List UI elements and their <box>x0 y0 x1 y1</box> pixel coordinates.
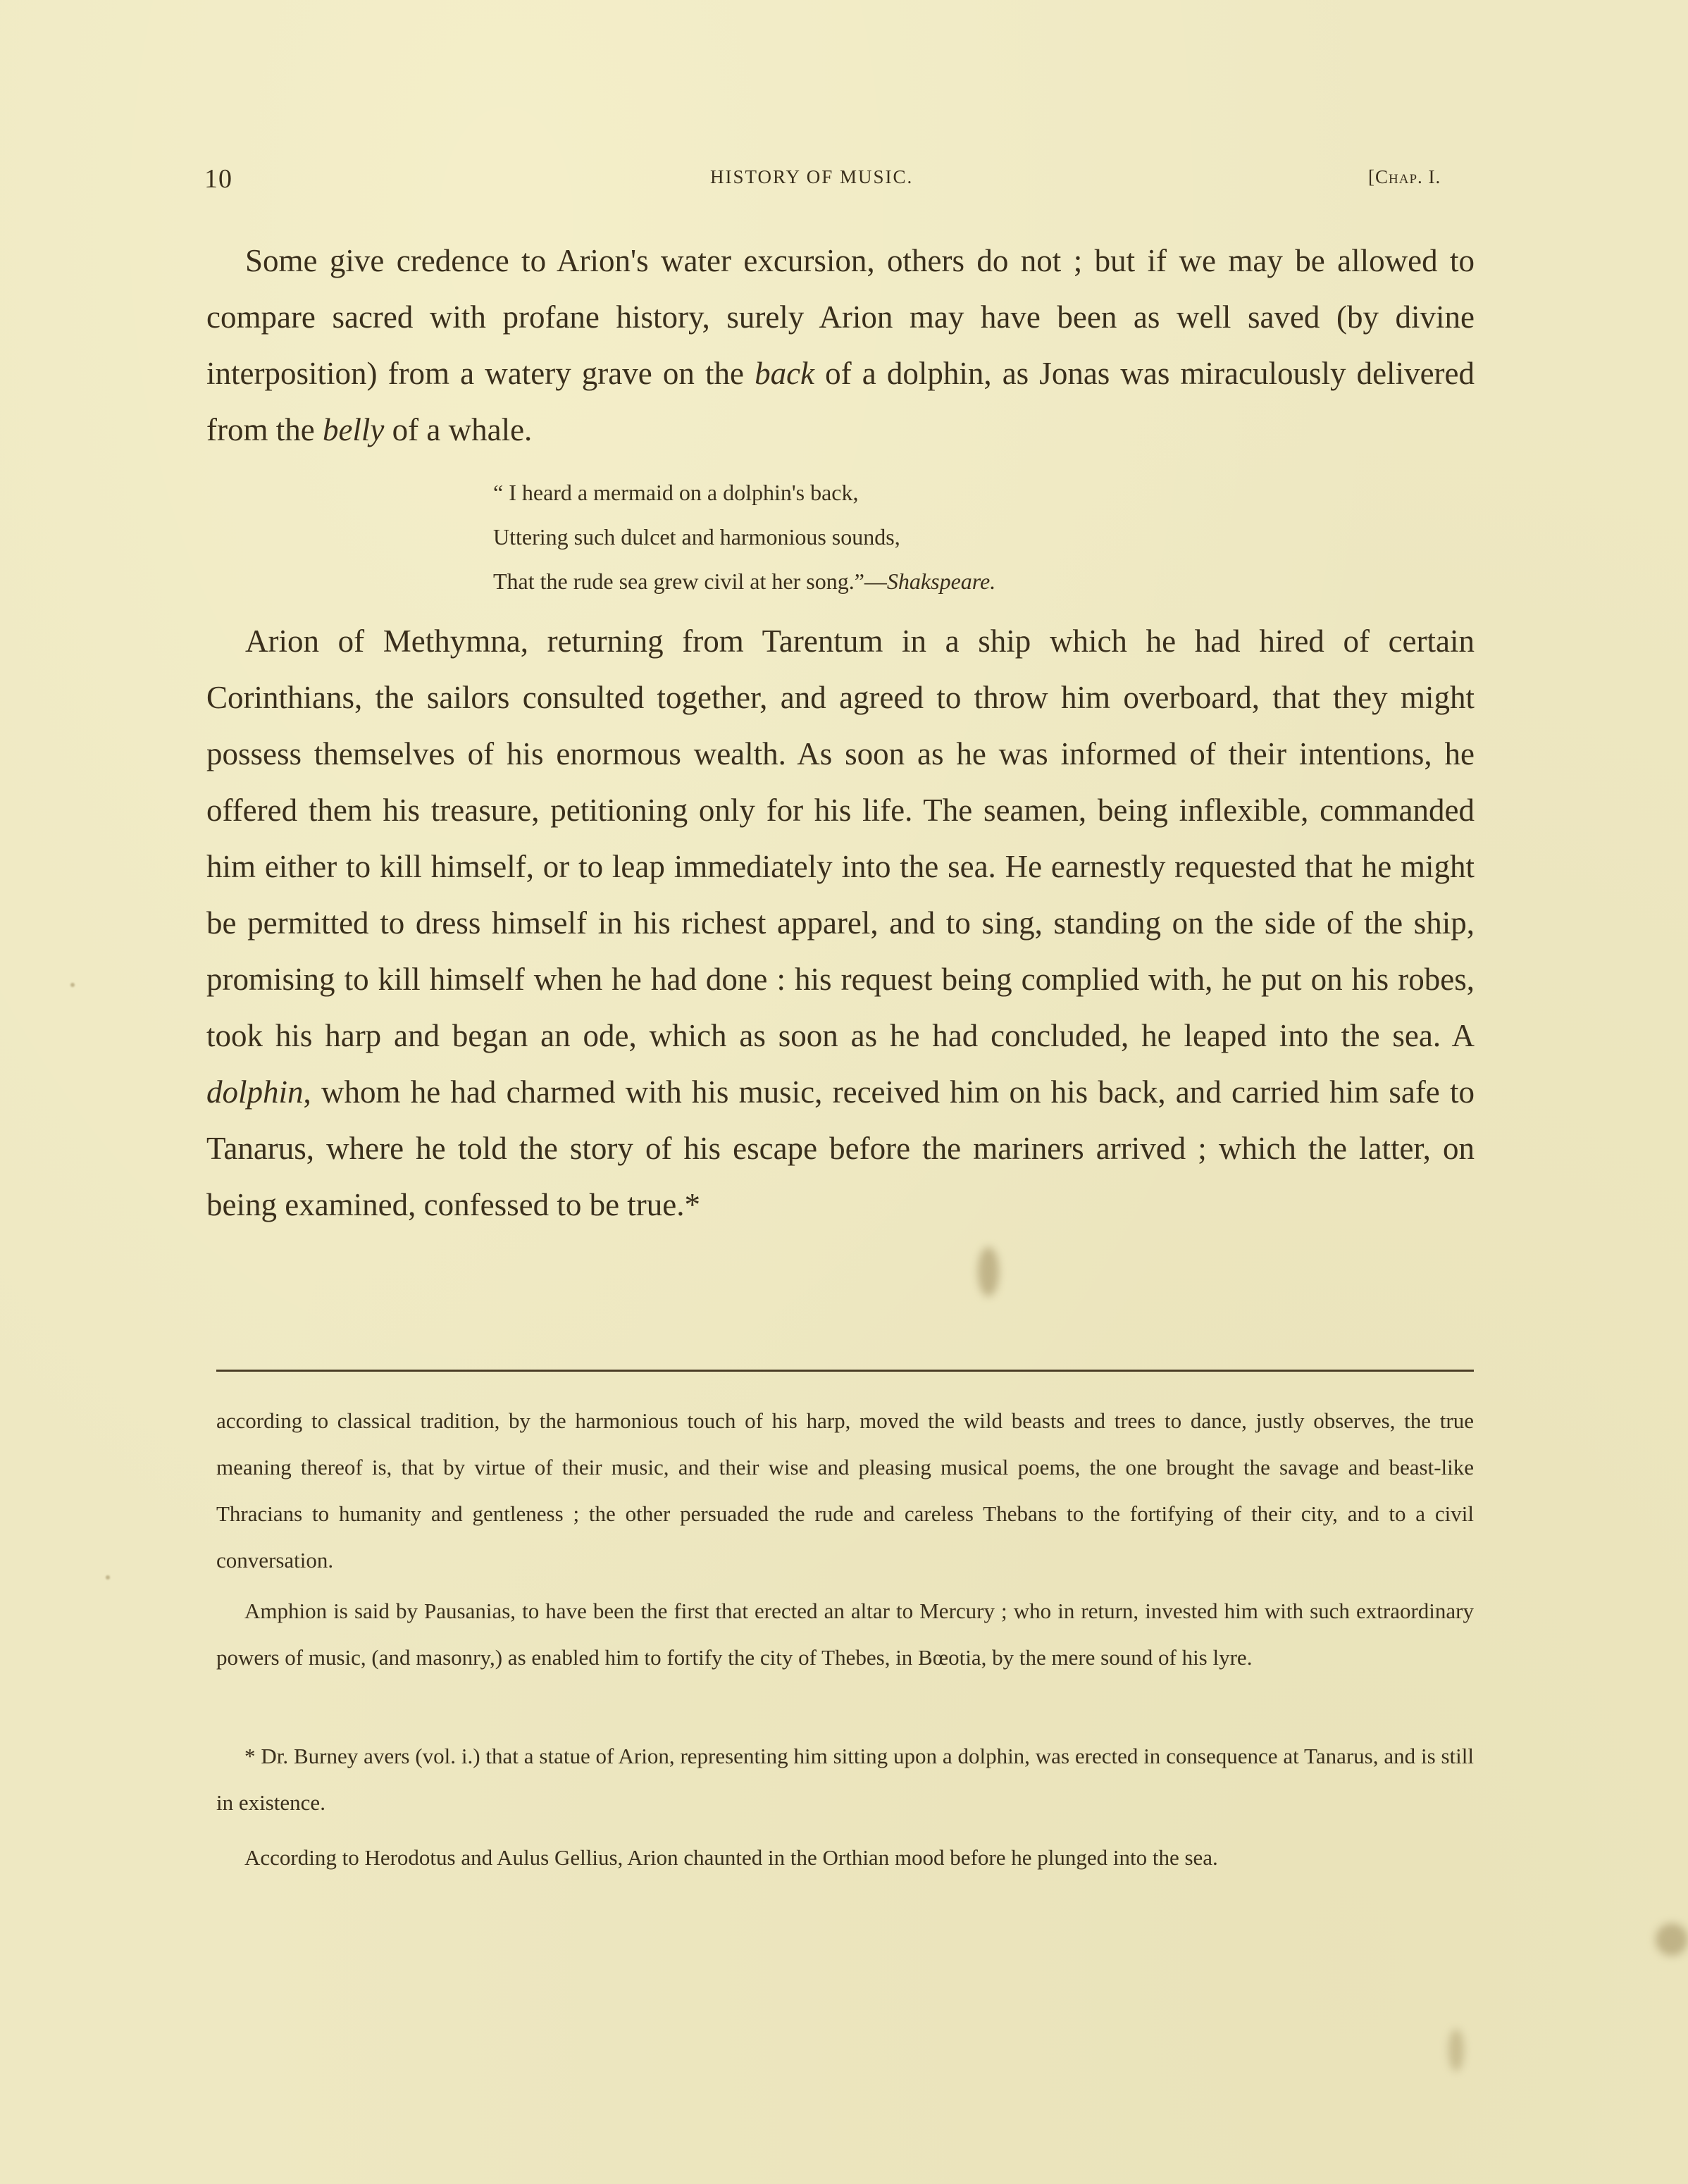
paper-stain <box>1656 1923 1688 1956</box>
verse-line: “ I heard a mermaid on a dolphin's back, <box>493 480 859 505</box>
paper-speck <box>106 1575 110 1580</box>
footnote-divider <box>216 1370 1474 1372</box>
text-run: , whom he had charmed with his music, received him on his back, and carried him safe to Tanarus, where he told the story of his escape before the mariners arrived ; which the latter, on being examined, confessed to be true.* <box>206 1074 1475 1222</box>
text-run: of a dolphin, as Jonas was miraculously delivered from the <box>206 356 1475 447</box>
footnote-amphion <box>216 1588 1474 1681</box>
body-paragraph-2 <box>206 613 1475 1233</box>
verse-line <box>493 559 995 604</box>
chapter-reference: [Chap. I. <box>1368 166 1441 187</box>
paper-stain <box>1448 2029 1464 2071</box>
verse-attribution: Shakspeare. <box>886 569 996 594</box>
italic-text: back <box>755 356 815 391</box>
footnote-text: Amphion is said by Pausanias, to have been the first that erected an altar to Mercury ; who in return, invested him with such extraordinary powers of music, (and masonry,) as enabled him to fortify the city of Thebes, in Bœotia, by the mere sound of his lyre. <box>216 1599 1474 1670</box>
footnote-text: According to Herodotus and Aulus Gellius, Arion chaunted in the Orthian mood before he plunged into the sea. <box>244 1845 1218 1870</box>
footnote-herodotus <box>216 1835 1474 1881</box>
verse-line: Uttering such dulcet and harmonious sounds, <box>493 524 900 550</box>
paper-speck <box>70 983 75 987</box>
italic-text: dolphin <box>206 1074 304 1110</box>
page-number: 10 <box>204 164 232 194</box>
verse-quotation <box>493 471 995 604</box>
body-paragraph-1 <box>206 232 1475 458</box>
text-run: Arion of Methymna, returning from Tarentum in a ship which he had hired of certain Corinthians, the sailors consulted together, and agreed to throw him overboard, that they might possess themselves of his enormous wealth. As soon as he was informed of their intentions, he offered them his treasure, petitioning only for his life. The seamen, being inflexible, commanded him either to kill himself, or to leap immediately into the sea. He earnestly requested that he might be permitted to dress himself in his richest apparel, and to sing, standing on the side of the ship, promising to kill himself when he had done : his request being complied with, he put on his robes, took his harp and began an ode, which as soon as he had concluded, he leaped into the sea. A <box>206 623 1475 1053</box>
running-title: HISTORY OF MUSIC. <box>710 166 914 187</box>
paragraph-text <box>206 232 1475 458</box>
running-head <box>204 163 1472 199</box>
verse-line-text: That the rude sea grew civil at her song.”— <box>493 569 887 594</box>
text-run: Some give credence to Arion's water excursion, others do not ; but if we may be allowed to compare sacred with profane history, surely Arion may have been as well saved (by divine interposition) from a watery grave on the <box>206 243 1475 391</box>
text-run: of a whale. <box>384 412 533 447</box>
footnote-burney <box>216 1733 1474 1826</box>
paper-stain <box>978 1247 999 1296</box>
footnote-text: according to classical tradition, by the harmonious touch of his harp, moved the wild beasts and trees to dance, justly observes, the true meaning thereof is, that by virtue of their music, and their wise and pleasing musical poems, the one brought the savage and beast-like Thracians to humanity and gentleness ; the other persuaded the rude and careless Thebans to the fortifying of their city, and to a civil conversation. <box>216 1408 1474 1572</box>
paragraph-text <box>206 613 1475 1233</box>
footnote-text: * Dr. Burney avers (vol. i.) that a statue of Arion, representing him sitting upon a dolphin, was erected in consequence at Tanarus, and is still in existence. <box>216 1744 1474 1815</box>
italic-text: belly <box>322 412 385 447</box>
footnote-continuation <box>216 1398 1474 1584</box>
